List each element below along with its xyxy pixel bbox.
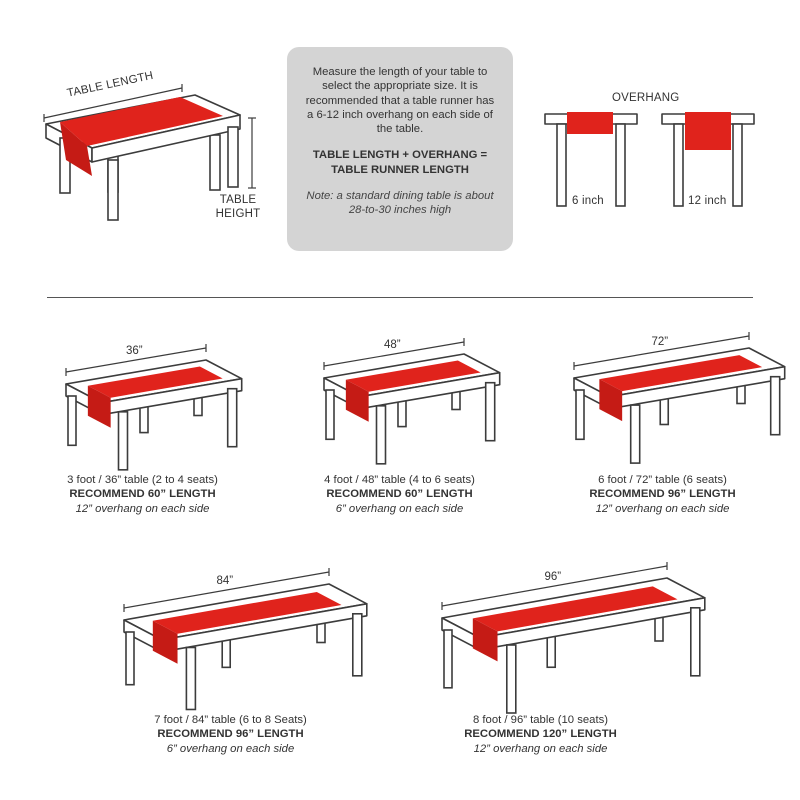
table-leg [507,645,516,713]
formula-line-2: TABLE RUNNER LENGTH [331,163,469,176]
table-leg [576,390,584,439]
table-desc: 8 foot / 96” table (10 seats) [472,714,608,726]
dimension-label: 72” [651,336,669,348]
table-recommend: RECOMMEND 96” LENGTH [589,488,736,501]
table-overhang: 12” overhang on each side [595,502,730,515]
table-leg [444,630,452,688]
table-overhang: 6” overhang on each side [166,742,295,755]
table-desc: 4 foot / 48” table (4 to 6 seats) [324,474,475,486]
table-overhang: 6” overhang on each side [335,502,464,515]
table-desc: 7 foot / 84” table (6 to 8 Seats) [154,714,307,726]
table-desc: 6 foot / 72” table (6 seats) [598,474,727,486]
overhang-right-label: 12 inch [688,195,727,207]
dimension-label: 48” [384,339,401,351]
table-leg [691,608,700,676]
table-leg [377,406,386,464]
table-caption-48 [277,473,522,516]
info-note: Note: a standard dining table is about 28-to-30 inches high [306,190,494,217]
dimension-label: 84” [216,575,234,587]
table-leg [486,383,495,441]
table-leg [186,647,195,709]
overhang-left-label: 6 inch [572,195,604,207]
table-length-label: TABLE LENGTH [66,69,155,100]
table-recommend: RECOMMEND 96” LENGTH [157,728,304,741]
dimension-label: 96” [544,571,562,583]
info-text: Measure the length of your table to select the appropriate size. It is recommended that a table runner has a 6-12 inch overhang on each side of the table. [305,66,495,136]
table-overhang: 12” overhang on each side [473,742,608,755]
table-caption-84 [108,713,353,756]
table-leg [631,405,640,463]
table-leg [68,396,76,445]
table-recommend: RECOMMEND 60” LENGTH [326,488,473,501]
table-caption-72 [540,473,785,516]
table-caption-96 [418,713,663,756]
table-caption-36 [20,473,265,516]
formula-line-1: TABLE LENGTH + OVERHANG = [312,149,488,162]
table-desc: 3 foot / 36” table (2 to 4 seats) [67,474,218,486]
table-leg [119,412,128,470]
table-height-line-1: TABLE [219,194,257,206]
table-leg [228,389,237,447]
table-overhang: 12” overhang on each side [75,502,210,515]
table-leg [126,632,134,685]
table-recommend: RECOMMEND 60” LENGTH [69,488,216,501]
table-recommend: RECOMMEND 120” LENGTH [464,728,617,741]
table-leg [326,390,334,439]
overhang-title: OVERHANG [612,92,680,104]
table-leg [353,614,362,676]
dimension-label: 36” [126,345,143,357]
table-height-line-2: HEIGHT [215,208,261,220]
table-leg [771,377,780,435]
